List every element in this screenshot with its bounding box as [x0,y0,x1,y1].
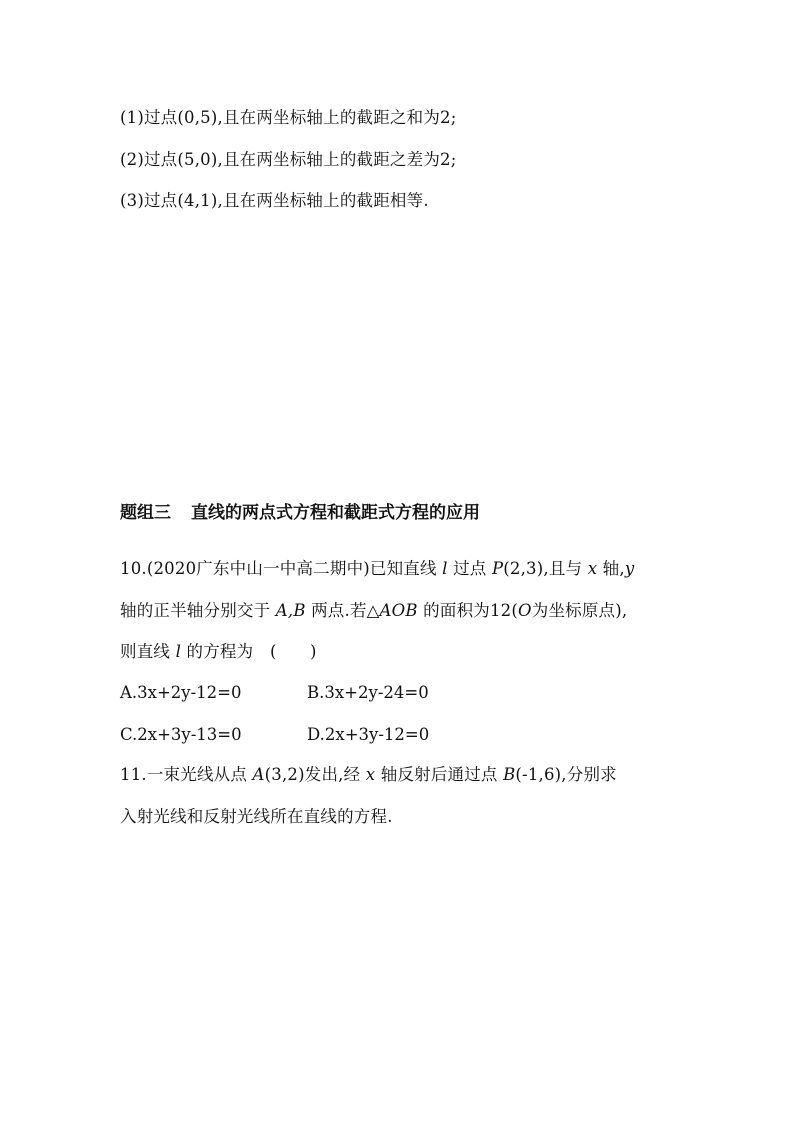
q11-text: (-1,6),分别求 [515,765,617,784]
q10-text: 的面积为12( [423,601,519,620]
q11-var-x: x [365,765,376,784]
group3-title: 直线的两点式方程和截距式方程的应用 [191,503,480,523]
group3-heading [120,498,480,523]
q11-var-A: A [252,765,265,784]
q10-text: (2,3),且与 [503,559,583,578]
q11-text: (3,2)发出,经 [264,765,361,784]
part1-item2: (2)过点(5,0),且在两坐标轴上的截距之差为2; [120,150,457,169]
part1-item1: (1)过点(0,5),且在两坐标轴上的截距之和为2; [120,108,457,127]
q10-var-O: O [518,601,532,620]
q10-var-x: x [587,559,598,578]
q10-var-l: l [442,559,448,578]
q10-text: 10.(2020广东中山一中高二期中)已知直线 [120,559,437,578]
q11-line2: 入射光线和反射光线所在直线的方程. [120,807,393,826]
q10-var-l: l [175,642,182,661]
q11-line1 [120,764,617,786]
q10-var-P: P [491,559,504,578]
q10-line1 [120,558,634,580]
q10-var-AOB: AOB [379,601,418,620]
q10-text: 两点.若△ [311,601,380,620]
q10-option-b: B.3x+2y-24=0 [307,683,429,702]
q11-text: 轴反射后通过点 [380,765,498,784]
q11-var-B: B [503,765,516,784]
q10-text: 过点 [453,559,487,578]
q11-text: 11.一束光线从点 [120,765,248,784]
q10-text: 则直线 [120,642,171,661]
q10-text: 为坐标原点), [531,601,628,620]
q10-text: 轴, [602,559,625,578]
q10-option-d: D.2x+3y-12=0 [307,725,430,744]
q10-line3 [120,641,317,663]
q10-option-c: C.2x+3y-13=0 [120,725,242,744]
q10-option-a: A.3x+2y-12=0 [120,683,242,702]
q10-text: 轴的正半轴分别交于 [120,601,271,620]
q10-line2 [120,600,627,622]
q10-var-AB: A,B [275,601,306,620]
group3-label: 题组三 [120,503,171,523]
part1-item3: (3)过点(4,1),且在两坐标轴上的截距相等. [120,191,429,210]
q10-var-y: y [624,559,635,578]
q10-text: 的方程为 ( ) [186,642,317,661]
